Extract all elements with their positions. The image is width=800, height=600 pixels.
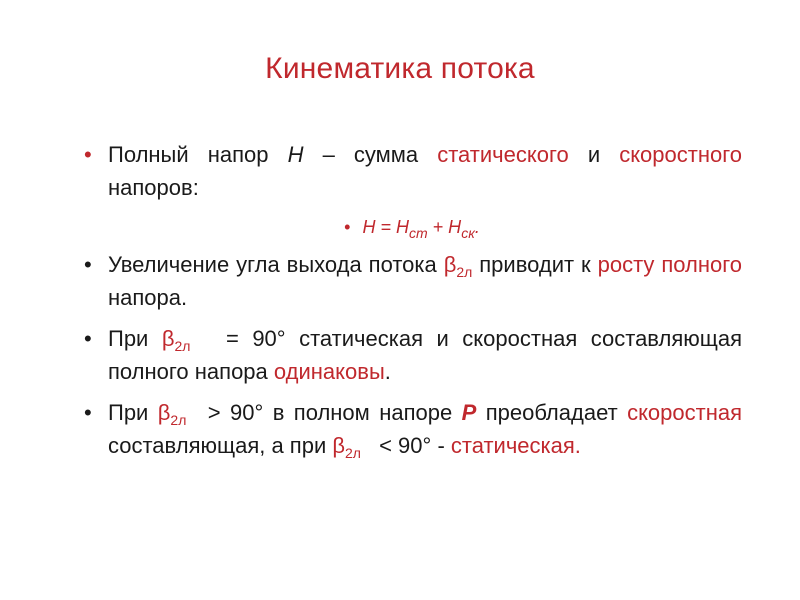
highlight-static: статического <box>437 142 569 167</box>
text: При <box>108 326 162 351</box>
bullet-beta-90 <box>82 322 742 388</box>
text: преобладает <box>476 400 628 425</box>
highlight-velocity: скоростного <box>619 142 743 167</box>
bullet-dot: • <box>84 326 92 351</box>
text: – сумма <box>303 142 438 167</box>
bullet-beta-compare <box>82 396 742 462</box>
symbol-p: P <box>461 400 477 425</box>
symbol-beta: β <box>157 400 171 425</box>
symbol-beta: β <box>161 326 175 351</box>
text: Увеличение угла выхода потока <box>108 252 444 277</box>
bullet-full-head <box>82 138 742 204</box>
text: < 90° - <box>372 433 451 458</box>
subscript: 2л <box>456 264 473 280</box>
text: составляющая, а при <box>108 433 333 458</box>
formula-sub-st: ст <box>409 225 428 241</box>
highlight-growth: росту полного <box>597 252 743 277</box>
bullet-dot: • <box>344 217 351 237</box>
symbol-h: H <box>287 142 304 167</box>
text: Полный напор <box>108 142 288 167</box>
text: напора. <box>108 285 188 310</box>
text: При <box>108 400 158 425</box>
bullet-angle-increase <box>82 248 742 314</box>
text: приводит к <box>472 252 598 277</box>
bullet-dot: • <box>84 252 92 277</box>
text: и <box>568 142 620 167</box>
text: . <box>384 359 391 384</box>
subscript: 2л <box>170 412 187 428</box>
subscript: 2л <box>174 338 191 354</box>
highlight-static: статическая. <box>450 433 581 458</box>
highlight-velocity: скоростная <box>627 400 743 425</box>
bullet-dot: • <box>84 400 92 425</box>
formula-h: H <box>362 217 376 237</box>
symbol-beta: β <box>332 433 346 458</box>
formula-line <box>82 212 742 242</box>
bullet-dot: • <box>84 142 92 167</box>
formula-part: . <box>474 217 480 237</box>
formula-part: + H <box>427 217 462 237</box>
formula-part: = H <box>375 217 409 237</box>
symbol-beta: β <box>443 252 457 277</box>
text: напоров: <box>108 175 199 200</box>
subscript: 2л <box>345 445 361 461</box>
highlight-equal: одинаковы <box>273 359 385 384</box>
text: > 90° в полном напоре <box>198 400 462 425</box>
slide-title: Кинематика потока <box>265 52 535 85</box>
text: = 90° статическая и скоростная составляющая полного напора <box>108 326 742 384</box>
formula-sub-sk: ск <box>461 225 475 241</box>
slide-content <box>82 138 742 470</box>
